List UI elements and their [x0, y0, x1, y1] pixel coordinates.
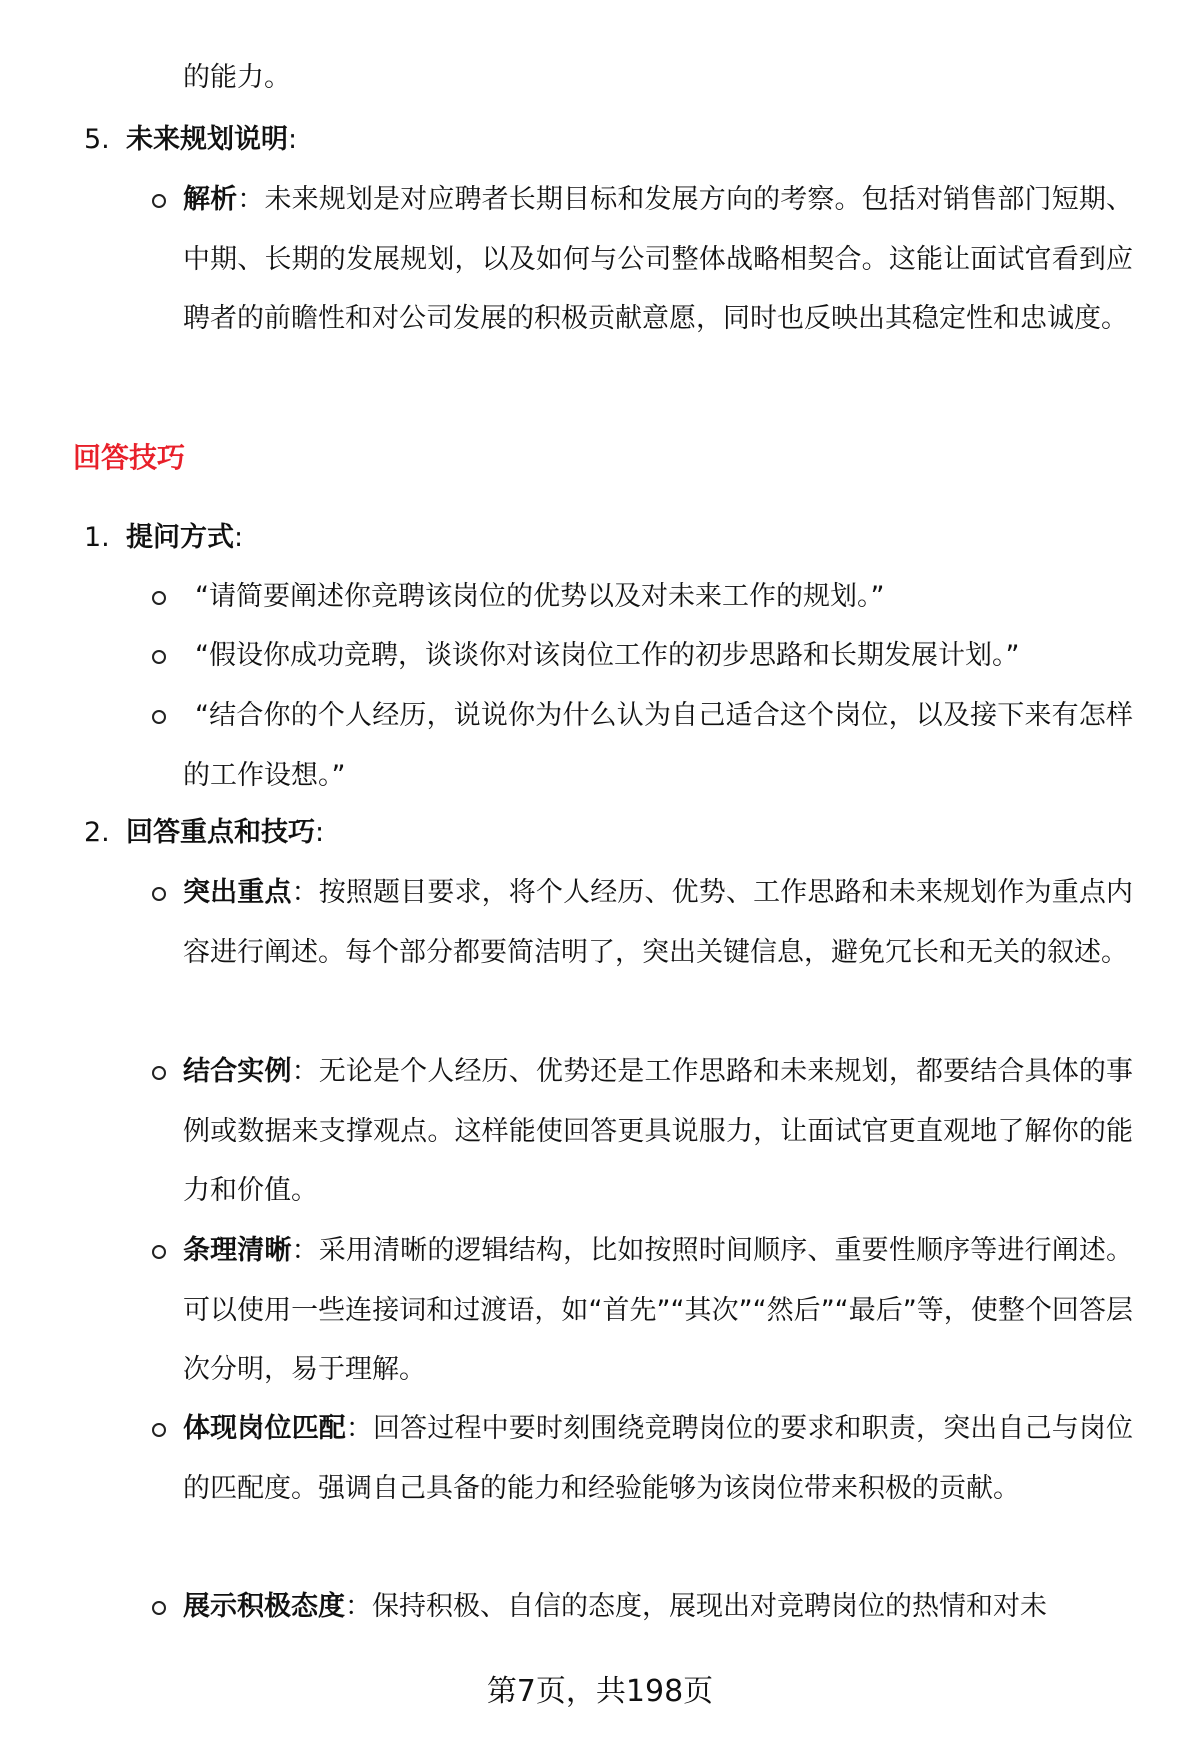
- bullet-icon: [152, 194, 166, 208]
- bullet-label: 条理清晰: [183, 1235, 292, 1266]
- bullet-text: ：未来规划是对应聘者长期目标和发展方向的考察。包括对销售部门短期、中期、长期的发展规划，以及如何与公司整体战略相契合。这能让面试官看到应聘者的前瞻性和对公司发展的积极贡献意愿，同时也反映出其稳定性和忠诚度。: [183, 184, 1134, 335]
- list-item: [183, 1399, 1133, 1518]
- bullet-text: ：采用清晰的逻辑结构，比如按照时间顺序、重要性顺序等进行阐述。可以使用一些连接词和过渡语，如“首先”“其次”“然后”“最后”等，使整个回答层次分明，易于理解。: [183, 1235, 1134, 1386]
- bullet-icon: [152, 887, 166, 901]
- list-item: “请简要阐述你竞聘该岗位的优势以及对未来工作的规划。”: [195, 581, 885, 612]
- bullet-label: 体现岗位匹配: [183, 1413, 346, 1444]
- list-item: [183, 170, 1133, 349]
- bullet-text: ：无论是个人经历、优势还是工作思路和未来规划，都要结合具体的事例或数据来支撑观点。这样能使回答更具说服力，让面试官更直观地了解你的能力和价值。: [183, 1056, 1134, 1207]
- item-heading: [126, 508, 243, 568]
- bullet-icon: [152, 591, 166, 605]
- bullet-icon: [152, 650, 166, 664]
- colon: :: [315, 817, 325, 848]
- bullet-text: ：保持积极、自信的态度，展现出对竞聘岗位的热情和对未: [345, 1591, 1047, 1622]
- item-number: 2.: [84, 817, 110, 848]
- page-footer: 第7页，共198页: [486, 1674, 714, 1709]
- section-title: 回答技巧: [73, 441, 186, 474]
- item-title: 未来规划说明: [126, 124, 288, 155]
- bullet-icon: [152, 1066, 166, 1080]
- bullet-label: 结合实例: [183, 1056, 292, 1087]
- bullet-icon: [152, 710, 166, 724]
- item-number: 1.: [84, 522, 110, 553]
- bullet-text: ：回答过程中要时刻围绕竞聘岗位的要求和职责，突出自己与岗位的匹配度。强调自己具备的能力和经验能够为该岗位带来积极的贡献。: [183, 1413, 1134, 1504]
- list-item: [183, 686, 1133, 805]
- bullet-label: 展示积极态度: [183, 1591, 345, 1622]
- item-heading: [126, 803, 324, 863]
- bullet-icon: [152, 1245, 166, 1259]
- colon: :: [288, 124, 298, 155]
- item-heading: [126, 110, 297, 170]
- bullet-icon: [152, 1423, 166, 1437]
- bullet-label: 突出重点: [183, 877, 292, 908]
- list-item: [183, 863, 1133, 982]
- list-item: [183, 1221, 1133, 1400]
- list-item: [183, 1577, 1133, 1637]
- bullet-text: “结合你的个人经历，说说你为什么认为自己适合这个岗位，以及接下来有怎样的工作设想。”: [183, 700, 1133, 791]
- bullet-label: 解析: [183, 184, 238, 215]
- colon: :: [234, 522, 244, 553]
- list-item: [183, 1042, 1133, 1221]
- list-item: “假设你成功竞聘，谈谈你对该岗位工作的初步思路和长期发展计划。”: [195, 640, 1020, 671]
- continuation-text: 的能力。: [183, 62, 291, 93]
- item-title: 回答重点和技巧: [126, 817, 315, 848]
- item-title: 提问方式: [126, 522, 234, 553]
- item-number: 5.: [84, 124, 110, 155]
- bullet-icon: [152, 1601, 166, 1615]
- bullet-text: ：按照题目要求，将个人经历、优势、工作思路和未来规划作为重点内容进行阐述。每个部分都要简洁明了，突出关键信息，避免冗长和无关的叙述。: [183, 877, 1134, 968]
